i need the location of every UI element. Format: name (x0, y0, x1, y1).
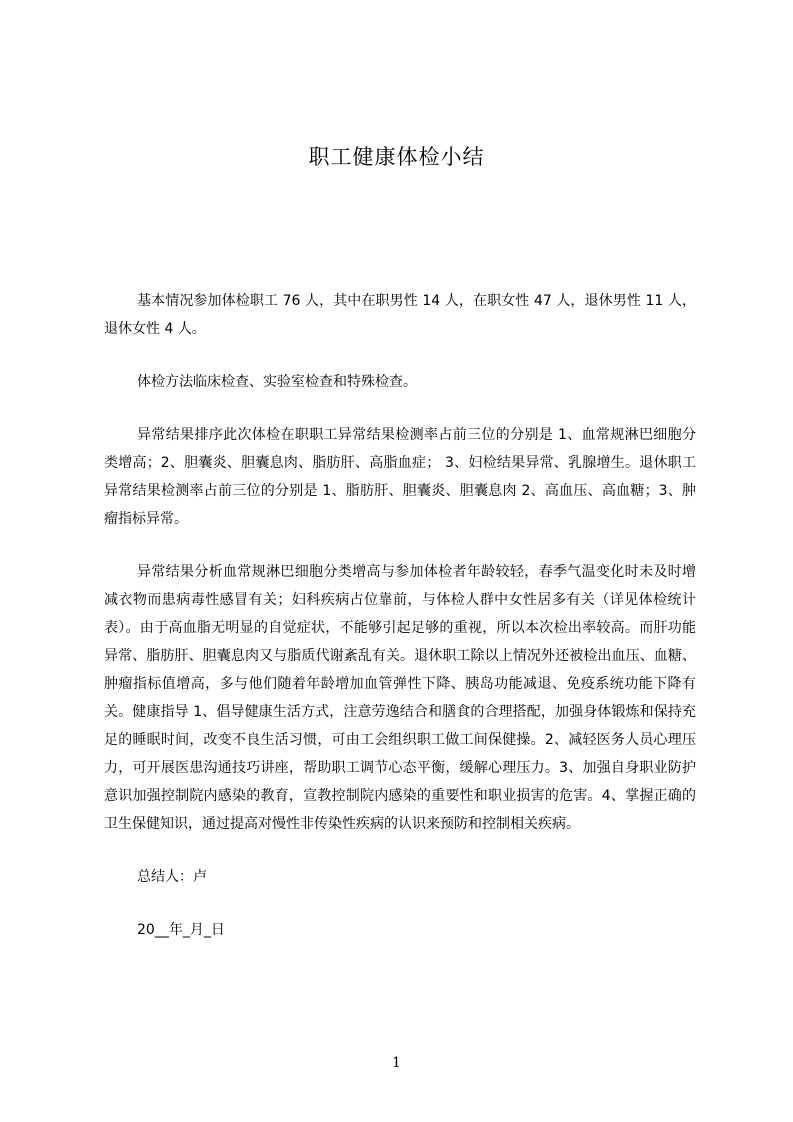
paragraph-basic-info: 基本情况参加体检职工 76 人，其中在职男性 14 人，在职女性 47 人，退休男性 11 人，退休女性 4 人。 (104, 293, 696, 337)
page-number: 1 (392, 1055, 401, 1071)
document-title: 职工健康体检小结 (308, 145, 485, 169)
paragraph-exam-method: 体检方法临床检查、实验室检查和特殊检查。 (137, 374, 417, 390)
paragraph-abnormal-analysis: 异常结果分析血常规淋巴细胞分类增高与参加体检者年龄较轻，春季气温变化时未及时增减衣物而患病毒性感冒有关；妇科疾病占位靠前，与体检人群中女性居多有关（详见体检统计表）。由于高血脂无明显的自觉症状，不能够引起足够的重视，所以本次检出率较高。而肝功能异常、脂肪肝、胆囊息肉又与脂质代谢紊乱有关。退休职工除以上情况外还被检出血压、血糖、肿瘤指标值增高，多与他们随着年龄增加血管弹性下降、胰岛功能减退、免疫系统功能下降有关。健康指导 1、倡导健康生活方式，注意劳逸结合和膳食的合理搭配，加强身体锻炼和保持充足的睡眠时间，改变不良生活习惯，可由工会组织职工做工间保健操。2、减轻医务人员心理压力，可开展医患沟通技巧讲座，帮助职工调节心态平衡，缓解心理压力。3、加强自身职业防护意识加强控制院内感染的教育，宣教控制院内感染的重要性和职业损害的危害。4、掌握正确的卫生保健知识，通过提高对慢性非传染性疾病的认识来预防和控制相关疾病。 (104, 564, 696, 832)
document-body (104, 287, 696, 944)
paragraph-summarizer: 总结人：卢 (137, 869, 207, 885)
paragraph-date: 20__年_月_日 (137, 922, 225, 938)
paragraph-abnormal-ranking: 异常结果排序此次体检在职职工异常结果检测率占前三位的分别是 1、血常规淋巴细胞分类增高；2、胆囊炎、胆囊息肉、脂肪肝、高脂血症； 3、妇检结果异常、乳腺增生。退休职工异常结果检测率占前三位的分别是 1、脂肪肝、胆囊炎、胆囊息肉 2、高血压、高血糖；3、肿瘤指标异常。 (104, 427, 696, 527)
